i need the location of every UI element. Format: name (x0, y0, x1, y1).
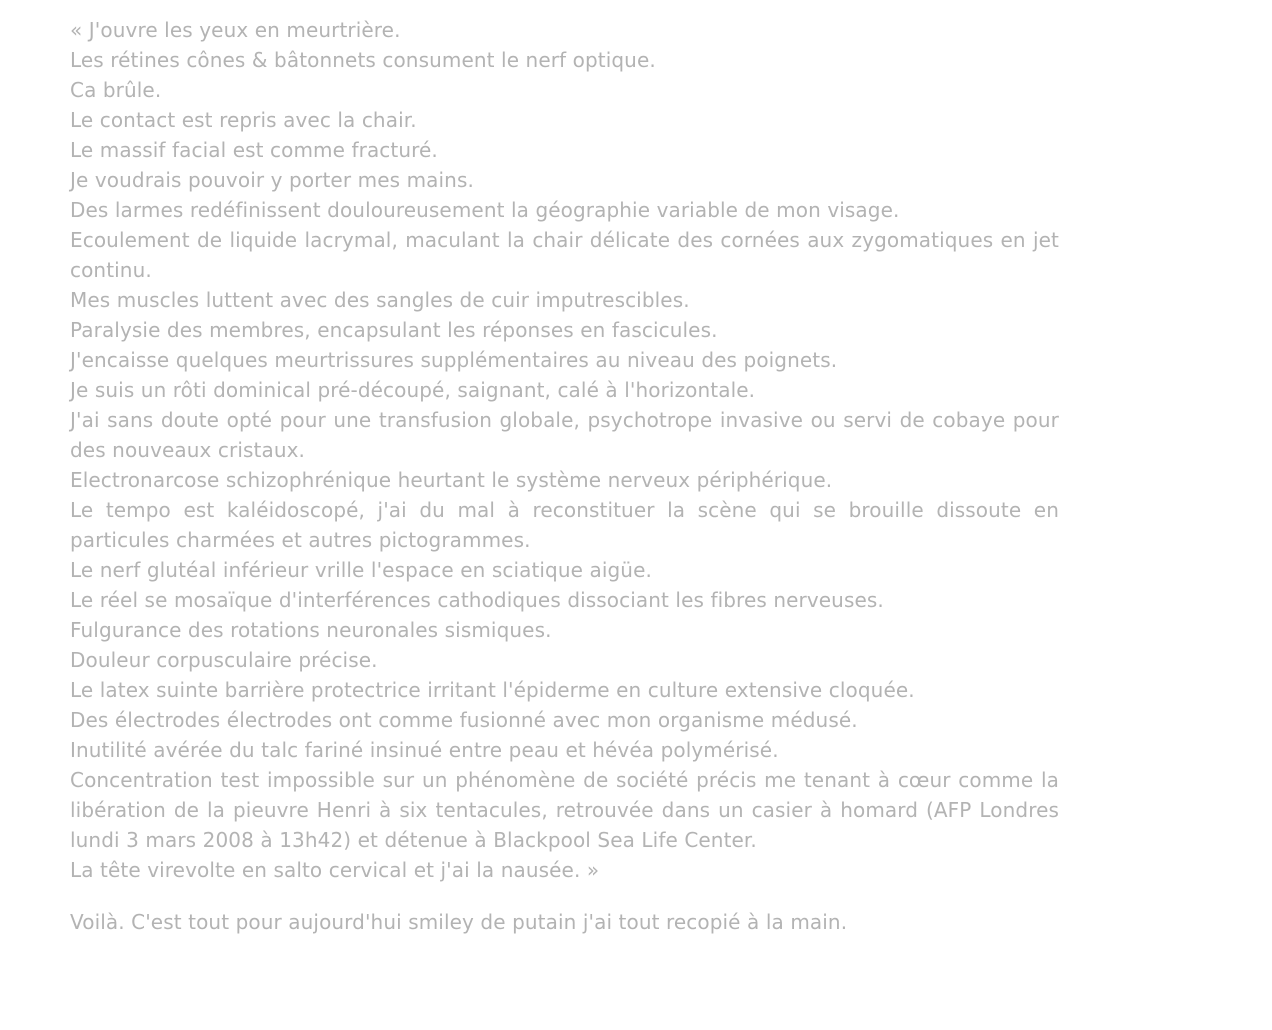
closing-remark: Voilà. C'est tout pour aujourd'hui smiley de putain j'ai tout recopié à la main. (70, 910, 848, 934)
poem-line: Mes muscles luttent avec des sangles de cuir imputrescibles. (70, 288, 690, 312)
poem-line: « J'ouvre les yeux en meurtrière. (70, 18, 401, 42)
poem-line: J'ai sans doute opté pour une transfusion globale, psychotrope invasive ou servi de cobaye pour des nouveaux cristaux. (70, 408, 1059, 462)
poem-line: Concentration test impossible sur un phénomène de société précis me tenant à cœur comme la libération de la pieuvre Henri à six tentacules, retrouvée dans un casier à homard (AFP Londres lundi 3 mars 2008 à 13h42) et détenue à Blackpool Sea Life Center. (70, 768, 1059, 852)
poem-line: Le contact est repris avec la chair. (70, 108, 417, 132)
poem-line: Paralysie des membres, encapsulant les réponses en fascicules. (70, 318, 718, 342)
poem-line: Des électrodes électrodes ont comme fusionné avec mon organisme médusé. (70, 708, 858, 732)
poem-block (70, 15, 1059, 885)
poem-line: Ca brûle. (70, 78, 162, 102)
poem-line: La tête virevolte en salto cervical et j'ai la nausée. » (70, 858, 600, 882)
post-content (70, 15, 1059, 937)
poem-line: Inutilité avérée du talc fariné insinué entre peau et hévéa polymérisé. (70, 738, 779, 762)
poem-line: Douleur corpusculaire précise. (70, 648, 378, 672)
poem-line: Fulgurance des rotations neuronales sismiques. (70, 618, 552, 642)
poem-line: Le latex suinte barrière protectrice irritant l'épiderme en culture extensive cloquée. (70, 678, 915, 702)
poem-line: Le massif facial est comme fracturé. (70, 138, 438, 162)
poem-line: Le nerf glutéal inférieur vrille l'espace en sciatique aigüe. (70, 558, 652, 582)
poem-line: Electronarcose schizophrénique heurtant le système nerveux périphérique. (70, 468, 833, 492)
poem-line: Les rétines cônes & bâtonnets consument le nerf optique. (70, 48, 656, 72)
poem-line: J'encaisse quelques meurtrissures supplémentaires au niveau des poignets. (70, 348, 838, 372)
poem-line: Ecoulement de liquide lacrymal, maculant la chair délicate des cornées aux zygomatiques en jet continu. (70, 228, 1059, 282)
poem-line: Le tempo est kaléidoscopé, j'ai du mal à reconstituer la scène qui se brouille dissoute en particules charmées et autres pictogrammes. (70, 498, 1059, 552)
poem-line: Je voudrais pouvoir y porter mes mains. (70, 168, 474, 192)
poem-line: Le réel se mosaïque d'interférences cathodiques dissociant les fibres nerveuses. (70, 588, 884, 612)
poem-line: Je suis un rôti dominical pré-découpé, saignant, calé à l'horizontale. (70, 378, 756, 402)
poem-line: Des larmes redéfinissent douloureusement la géographie variable de mon visage. (70, 198, 900, 222)
